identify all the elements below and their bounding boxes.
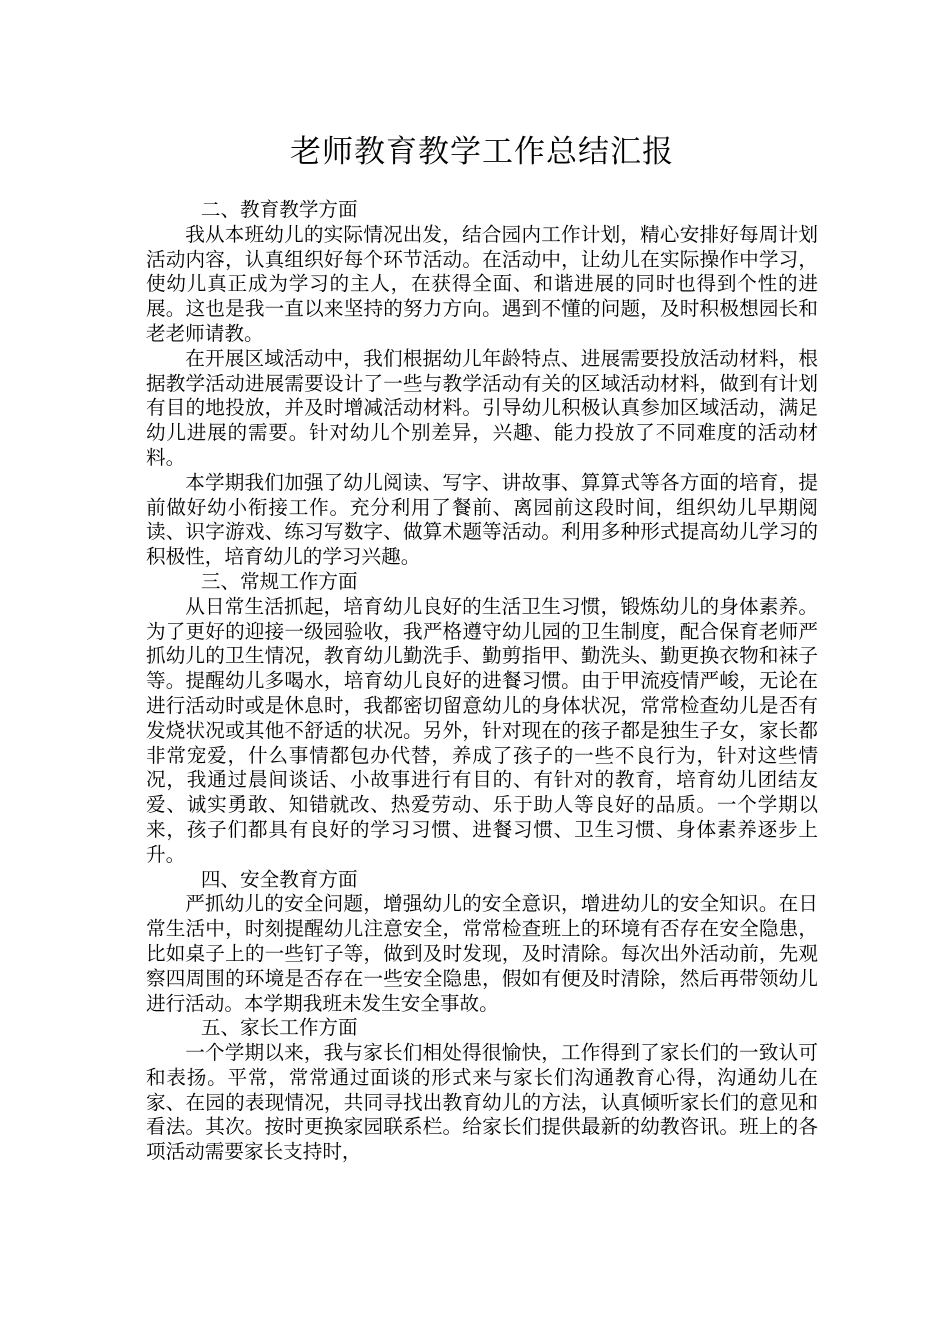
paragraph: 我从本班幼儿的实际情况出发，结合园内工作计划，精心安排好每周计划活动内容，认真组织好每个环节活动。在活动中，让幼儿在实际操作中学习，使幼儿真正成为学习的主人，在获得全面、和谐进展的同时也得到个性的进展。这也是我一直以来坚持的努力方向。遇到不懂的问题，及时积极想园长和老老师请教。 bbox=[146, 222, 818, 345]
document-page bbox=[146, 0, 818, 1165]
paragraph: 严抓幼儿的安全问题，增强幼儿的安全意识，增进幼儿的安全知识。在日常生活中，时刻提醒幼儿注意安全，常常检查班上的环境有否存在安全隐患，比如桌子上的一些钉子等，做到及时发现，及时清除。每次出外活动前，先观察四周围的环境是否存在一些安全隐患，假如有便及时清除，然后再带领幼儿进行活动。本学期我班未发生安全事故。 bbox=[146, 892, 818, 1015]
section-heading-safety: 四、安全教育方面 bbox=[200, 867, 358, 891]
paragraph: 在开展区域活动中，我们根据幼儿年龄特点、进展需要投放活动材料，根据教学活动进展需要设计了一些与教学活动有关的区域活动材料，做到有计划有目的地投放，并及时增减活动材料。引导幼儿积极认真参加区域活动，满足幼儿进展的需要。针对幼儿个别差异，兴趣、能力投放了不同难度的活动材料。 bbox=[146, 346, 818, 469]
section-heading-routine: 三、常规工作方面 bbox=[200, 569, 358, 593]
document-title: 老师教育教学工作总结汇报 bbox=[290, 134, 674, 170]
section-heading-parents: 五、家长工作方面 bbox=[200, 1016, 358, 1040]
section-heading-teaching: 二、教育教学方面 bbox=[200, 198, 358, 221]
document-body bbox=[146, 198, 818, 1165]
paragraph: 一个学期以来，我与家长们相处得很愉快，工作得到了家长们的一致认可和表扬。平常，常常通过面谈的形式来与家长们沟通教育心得，沟通幼儿在家、在园的表现情况，共同寻找出教育幼儿的方法，认真倾听家长们的意见和看法。其次。按时更换家园联系栏。给家长们提供最新的幼教咨讯。班上的各项活动需要家长支持时， bbox=[146, 1041, 818, 1164]
paragraph: 本学期我们加强了幼儿阅读、写字、讲故事、算算式等各方面的培育，提前做好幼小衔接工作。充分利用了餐前、离园前这段时间，组织幼儿早期阅读、识字游戏、练习写数字、做算术题等活动。利用多种形式提高幼儿学习的积极性，培育幼儿的学习兴趣。 bbox=[146, 470, 818, 569]
paragraph: 从日常生活抓起，培育幼儿良好的生活卫生习惯，锻炼幼儿的身体素养。为了更好的迎接一级园验收，我严格遵守幼儿园的卫生制度，配合保育老师严抓幼儿的卫生情况，教育幼儿勤洗手、勤剪指甲、勤洗头、勤更换衣物和袜子等。提醒幼儿多喝水，培育幼儿良好的进餐习惯。由于甲流疫情严峻，无论在进行活动时或是休息时，我都密切留意幼儿的身体状况，常常检查幼儿是否有发烧状况或其他不舒适的状况。另外，针对现在的孩子都是独生子女，家长都非常宠爱，什么事情都包办代替，养成了孩子的一些不良行为，针对这些情况，我通过晨间谈话、小故事进行有目的、有针对的教育，培育幼儿团结友爱、诚实勇敢、知错就改、热爱劳动、乐于助人等良好的品质。一个学期以来，孩子们都具有良好的学习习惯、进餐习惯、卫生习惯、身体素养逐步上升。 bbox=[146, 594, 818, 866]
